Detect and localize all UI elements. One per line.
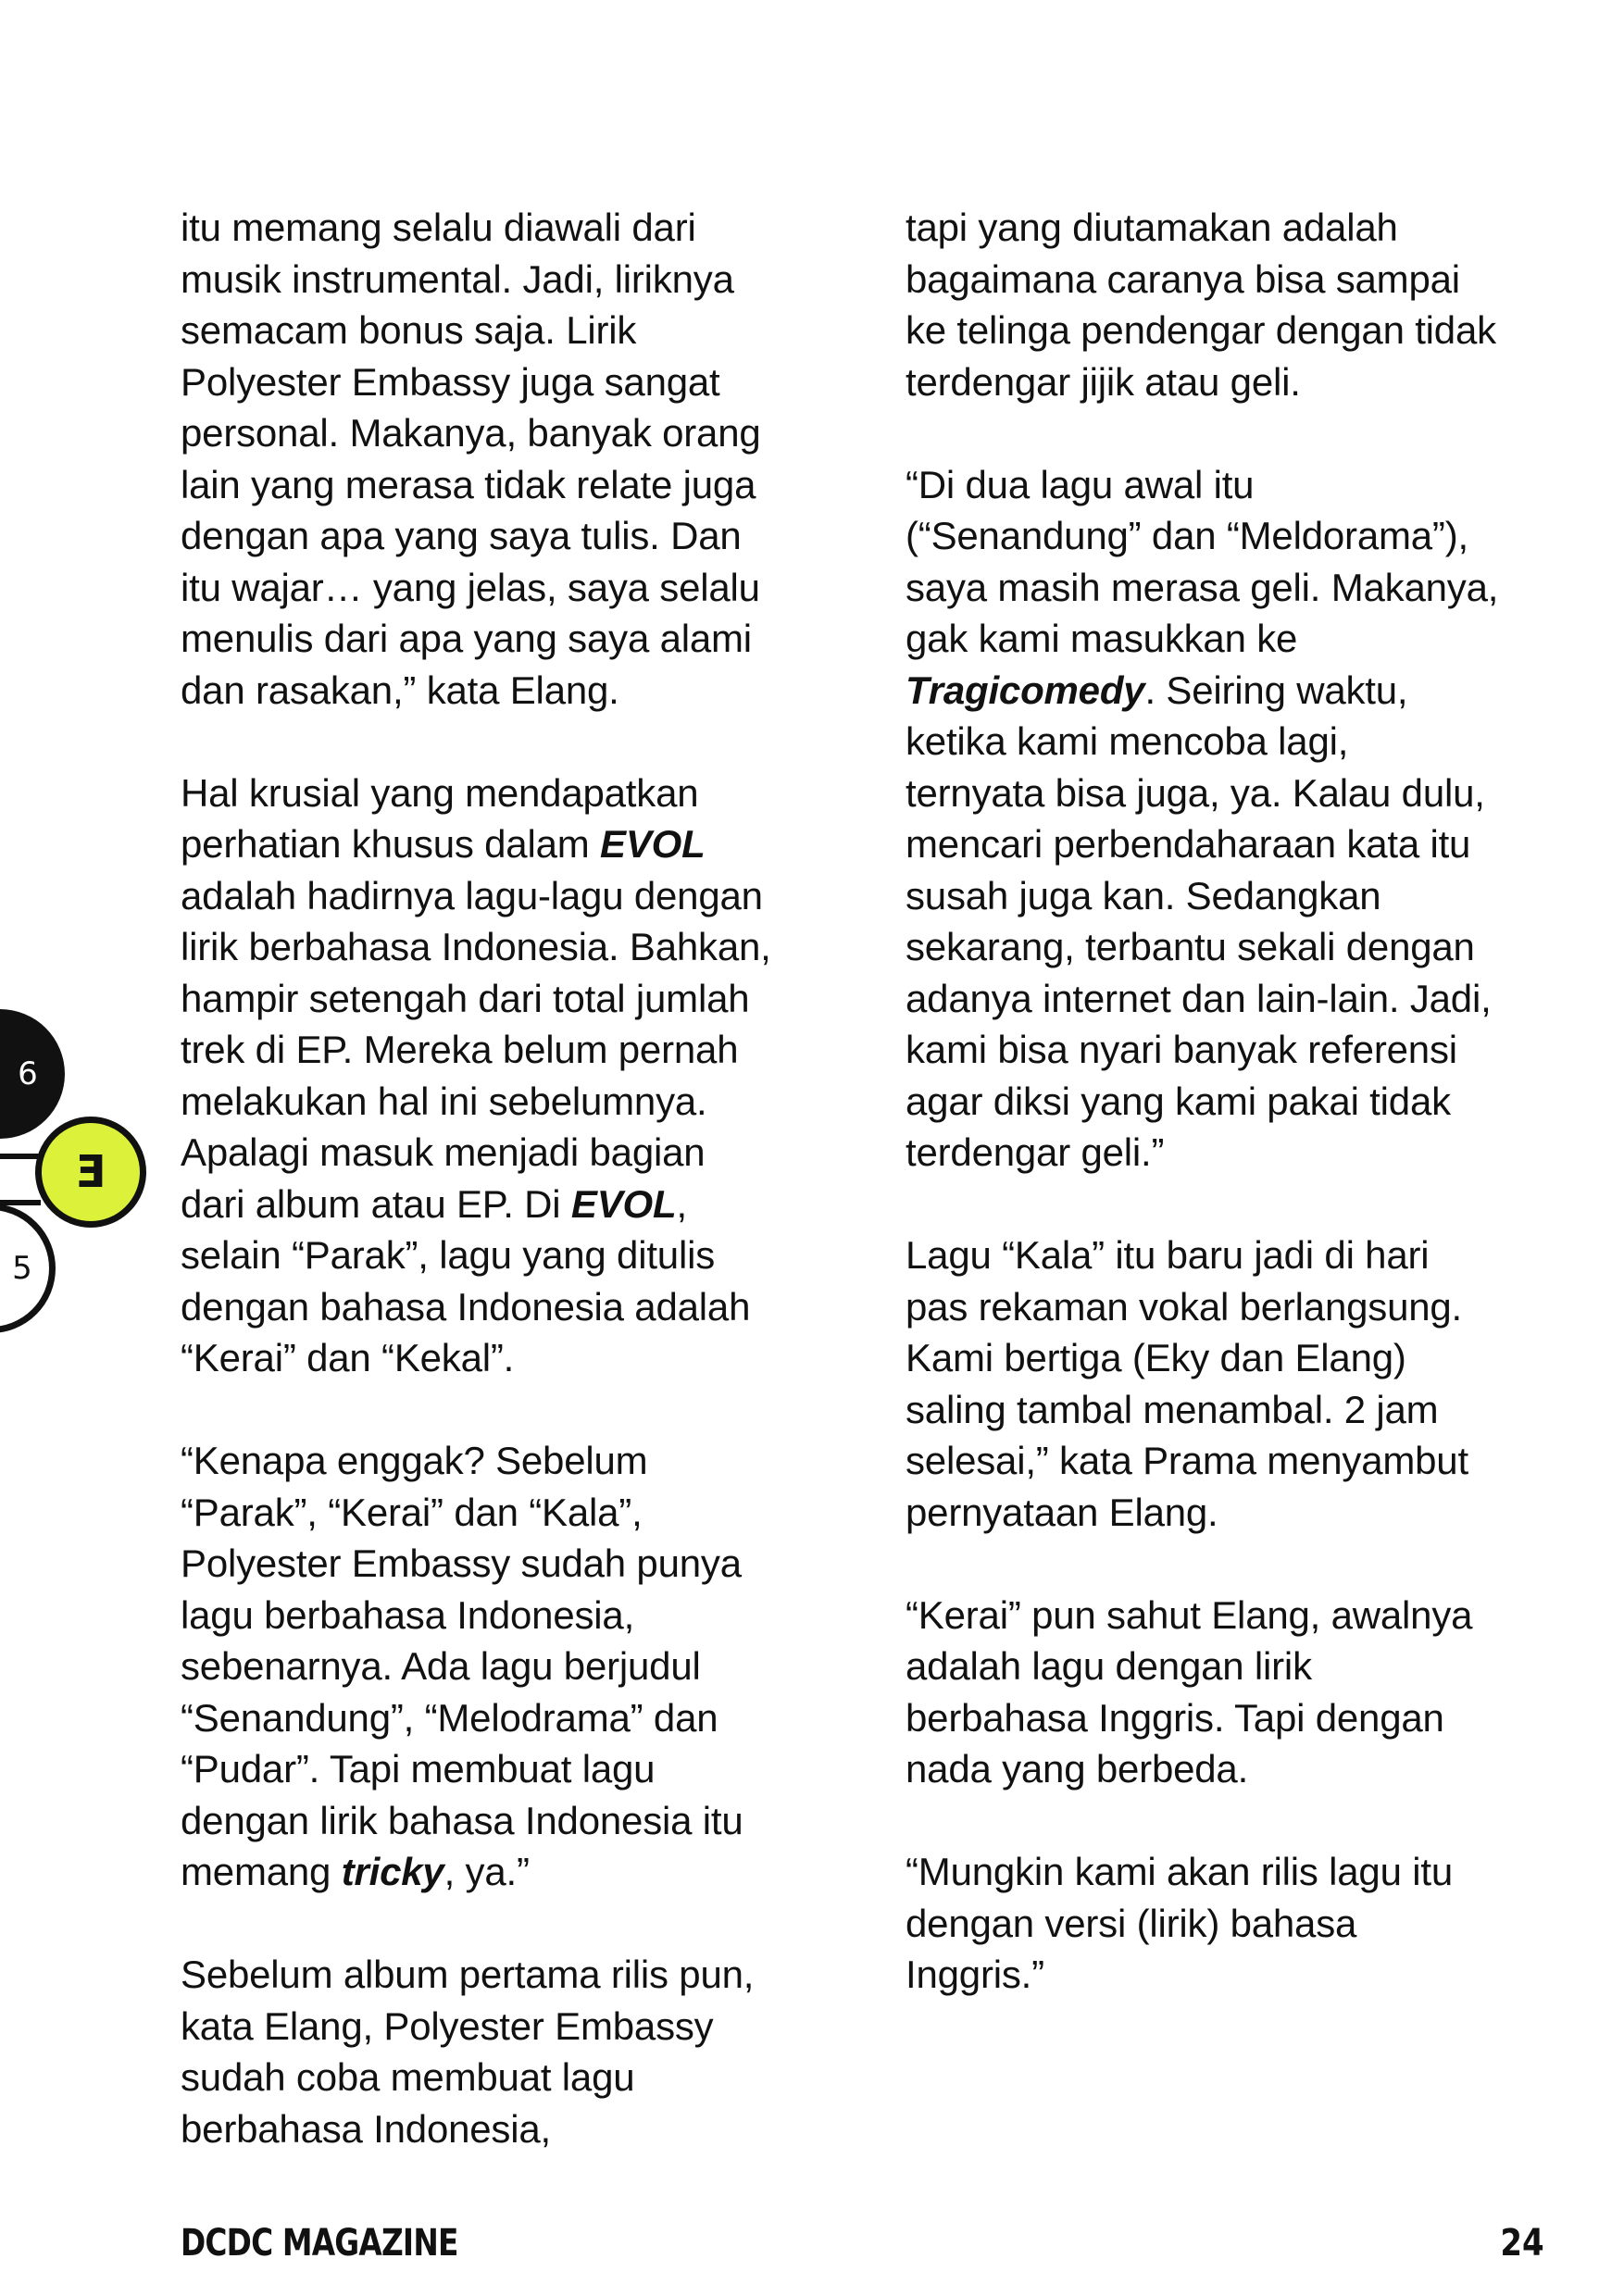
nav-circle-current: [35, 1117, 146, 1228]
text-line: dengan versi (lirik) bahasa: [906, 1901, 1357, 1945]
text-line: selesai,” kata Prama menyambut: [906, 1439, 1468, 1482]
page-number: 24: [1500, 2222, 1544, 2265]
text-line: sudah coba membuat lagu: [181, 2055, 635, 2099]
text-line: pas rekaman vokal berlangsung.: [906, 1284, 1463, 1329]
album-title-evol: EVOL: [570, 1181, 677, 1226]
text-line: lain yang merasa tidak relate juga: [181, 462, 756, 506]
text-line: itu wajar… yang jelas, saya selalu: [181, 565, 760, 609]
text-run: perhatian khusus dalam: [181, 822, 601, 866]
text-line: hampir setengah dari total jumlah: [181, 976, 750, 1020]
paragraph: [181, 1435, 847, 1898]
text-line: [181, 818, 847, 870]
text-line: berbahasa Indonesia,: [181, 2106, 551, 2151]
text-line: Lagu “Kala” itu baru jadi di hari: [906, 1233, 1430, 1277]
paragraph: [181, 767, 847, 1384]
text-line: selain “Parak”, lagu yang ditulis: [181, 1233, 716, 1277]
nav-circle-next: [0, 1204, 56, 1333]
text-line: “Mungkin kami akan rilis lagu itu: [906, 1850, 1453, 1893]
text-line: lagu berbahasa Indonesia,: [181, 1592, 635, 1637]
nav-circle-label: 5: [12, 1250, 32, 1287]
album-title-evol: EVOL: [600, 822, 706, 866]
text-run: . Seiring waktu,: [1144, 668, 1408, 712]
text-run: , ya.”: [443, 1850, 530, 1893]
text-line: “Kerai” dan “Kekal”.: [181, 1336, 515, 1379]
text-line: dengan bahasa Indonesia adalah: [181, 1284, 751, 1329]
text-line: Inggris.”: [906, 1953, 1044, 1996]
paragraph: [906, 1846, 1572, 2001]
text-line: lirik berbahasa Indonesia. Bahkan,: [181, 925, 771, 968]
nav-circle-label: 6: [18, 1055, 38, 1092]
text-line: personal. Makanya, banyak orang: [181, 411, 761, 455]
text-line: dan rasakan,” kata Elang.: [181, 668, 619, 712]
text-line: kata Elang, Polyester Embassy: [181, 2003, 714, 2048]
text-line: trek di EP. Mereka belum pernah: [181, 1028, 739, 1071]
text-run: ,: [676, 1181, 687, 1226]
text-line: susah juga kan. Sedangkan: [906, 873, 1381, 917]
text-line: semacam bonus saja. Lirik: [181, 308, 637, 352]
article-column-right: [906, 202, 1572, 2052]
text-line: (“Senandung” dan “Meldorama”),: [906, 514, 1468, 557]
text-line: dengan lirik bahasa Indonesia itu: [181, 1798, 743, 1842]
text-line: adanya internet dan lain-lain. Jadi,: [906, 976, 1492, 1020]
text-line: bagaimana caranya bisa sampai: [906, 256, 1460, 301]
text-line: sekarang, terbantu sekali dengan: [906, 925, 1475, 968]
paragraph: [181, 202, 847, 716]
text-line: sebenarnya. Ada lagu berjudul: [181, 1644, 701, 1688]
text-line: saya masih merasa geli. Makanya,: [906, 565, 1499, 609]
nav-circle-previous: [0, 1009, 65, 1139]
album-title-tragicomedy: Tragicomedy: [906, 668, 1145, 712]
text-line: ke telinga pendengar dengan tidak: [906, 308, 1496, 352]
text-line: ketika kami mencoba lagi,: [906, 719, 1349, 763]
page-nav-decor: [0, 991, 157, 1324]
text-line: musik instrumental. Jadi, liriknya: [181, 256, 734, 301]
text-line: [906, 665, 1572, 717]
text-line: Kami bertiga (Eky dan Elang): [906, 1336, 1406, 1379]
text-line: terdengar jijik atau geli.: [906, 359, 1301, 404]
text-line: ternyata bisa juga, ya. Kalau dulu,: [906, 770, 1485, 815]
text-line: “Kerai” pun sahut Elang, awalnya: [906, 1592, 1473, 1637]
text-line: “Pudar”. Tapi membuat lagu: [181, 1747, 656, 1791]
nav-circle-label: E: [75, 1146, 106, 1198]
text-line: “Parak”, “Kerai” dan “Kala”,: [181, 1490, 643, 1534]
paragraph: [906, 459, 1572, 1179]
text-line: [181, 1846, 847, 1898]
text-line: “Senandung”, “Melodrama” dan: [181, 1695, 718, 1740]
text-line: [181, 1179, 847, 1230]
text-line: itu memang selalu diawali dari: [181, 206, 696, 249]
text-line: pernyataan Elang.: [906, 1490, 1218, 1534]
text-line: melakukan hal ini sebelumnya.: [181, 1079, 707, 1123]
text-line: adalah hadirnya lagu-lagu dengan: [181, 873, 763, 917]
text-line: mencari perbendaharaan kata itu: [906, 822, 1471, 866]
magazine-brand: DCDC MAGAZINE: [181, 2222, 458, 2265]
emphasis-word: tricky: [341, 1850, 444, 1893]
text-line: menulis dari apa yang saya alami: [181, 617, 752, 660]
paragraph: [906, 202, 1572, 407]
text-line: terdengar geli.”: [906, 1130, 1165, 1174]
nav-connector-line: [0, 1154, 41, 1159]
text-line: dengan apa yang saya tulis. Dan: [181, 514, 742, 557]
paragraph: [906, 1590, 1572, 1795]
text-line: agar diksi yang kami pakai tidak: [906, 1079, 1451, 1123]
text-run: dari album atau EP. Di: [181, 1181, 571, 1226]
text-line: Apalagi masuk menjadi bagian: [181, 1130, 706, 1174]
text-run: memang: [181, 1850, 342, 1893]
text-line: “Kenapa enggak? Sebelum: [181, 1439, 648, 1482]
text-line: Sebelum album pertama rilis pun,: [181, 1953, 755, 1996]
text-line: Polyester Embassy juga sangat: [181, 359, 720, 404]
text-line: kami bisa nyari banyak referensi: [906, 1028, 1457, 1071]
text-line: adalah lagu dengan lirik: [906, 1644, 1312, 1688]
text-line: nada yang berbeda.: [906, 1747, 1249, 1791]
text-line: Hal krusial yang mendapatkan: [181, 770, 699, 815]
text-line: berbahasa Inggris. Tapi dengan: [906, 1695, 1444, 1740]
text-line: gak kami masukkan ke: [906, 617, 1298, 660]
text-line: saling tambal menambal. 2 jam: [906, 1387, 1439, 1431]
paragraph: [906, 1229, 1572, 1538]
text-line: Polyester Embassy sudah punya: [181, 1541, 742, 1585]
text-line: tapi yang diutamakan adalah: [906, 206, 1398, 249]
article-column-left: [181, 202, 847, 2206]
text-line: “Di dua lagu awal itu: [906, 462, 1255, 506]
paragraph: [181, 1949, 847, 2154]
